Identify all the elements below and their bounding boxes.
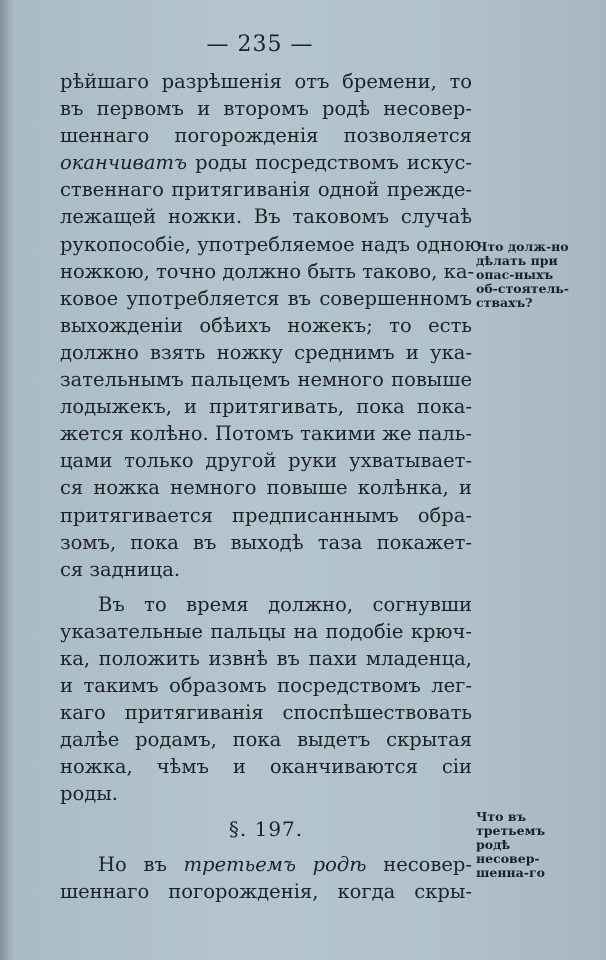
text-line: каго притягиванія споспѣшествовать [60, 701, 472, 725]
text-fragment: роды посредствомъ искус- [187, 151, 472, 175]
italic-term: оканчиватъ [60, 151, 188, 175]
body-text [60, 68, 482, 905]
text-line [60, 851, 472, 878]
text-line: въ первомъ и второмъ родѣ несовер- [60, 97, 472, 121]
text-line: ственнаго притягиванія одной прежде- [60, 178, 472, 202]
margin-note-third-kind: Что въ третьемъ родѣ несовер-шенна-го [476, 809, 546, 880]
text-line: шеннаго погорожденія, когда скры- [60, 879, 472, 903]
margin-note-dangerous-circumstances: Что долж-но дѣлать при опас-ныхъ об-стоятель-ствахъ? [476, 239, 569, 310]
text-line: рукопособіе, употребляемое надъ одною [60, 232, 482, 256]
text-line: ка, положить извнѣ въ пахи младенца, [60, 646, 472, 670]
text-line: зомъ, пока въ выходѣ таза покажет- [60, 530, 472, 554]
text-line: лежащей ножки. Въ таковомъ случаѣ [60, 205, 472, 229]
text-line: рѣйшаго разрѣшенія отъ бремени, то [60, 70, 472, 93]
section-heading: §. 197. [228, 816, 304, 841]
text-line [60, 149, 472, 176]
page-number: — 235 — [206, 32, 314, 57]
text-line: ковое употребляется въ совершенномъ [60, 286, 472, 310]
text-line: жется колѣно. Потомъ такими же паль- [60, 422, 472, 446]
text-fragment: Но въ [98, 852, 184, 876]
text-line: и такимъ образомъ посредствомъ лег- [60, 674, 472, 698]
text-line: ся задница. [60, 557, 181, 581]
text-line: ножкою, точно должно быть таково, ка- [60, 259, 475, 283]
text-line: роды. [60, 782, 118, 806]
text-line: ся ножка немного повыше колѣнка, и [60, 476, 472, 500]
text-line: должно взять ножку среднимъ и ука- [60, 340, 472, 364]
text-line: цами только другой руки ухватывает- [60, 449, 472, 473]
text-line: выхожденіи обѣихъ ножекъ; то есть [60, 313, 472, 337]
text-line: указательные пальцы на подобіе крюч- [60, 619, 472, 643]
binding-shadow [0, 0, 14, 960]
text-line: зательнымъ пальцемъ немного повыше [60, 368, 472, 392]
text-line: притягивается предписаннымъ обра- [60, 503, 472, 527]
italic-term: третьемъ родѣ [183, 852, 367, 876]
text-line: шеннаго погорожденія позволяется [60, 124, 472, 148]
text-line: ножка, чѣмъ и оканчиваются сіи [60, 755, 472, 779]
text-line: далѣе родамъ, пока выдетъ скрытая [60, 728, 472, 752]
text-line: лодыжекъ, и притягивать, пока пока- [60, 395, 472, 419]
text-fragment: несовер- [366, 852, 472, 876]
text-line: Въ то время должно, согнувши [98, 592, 472, 616]
